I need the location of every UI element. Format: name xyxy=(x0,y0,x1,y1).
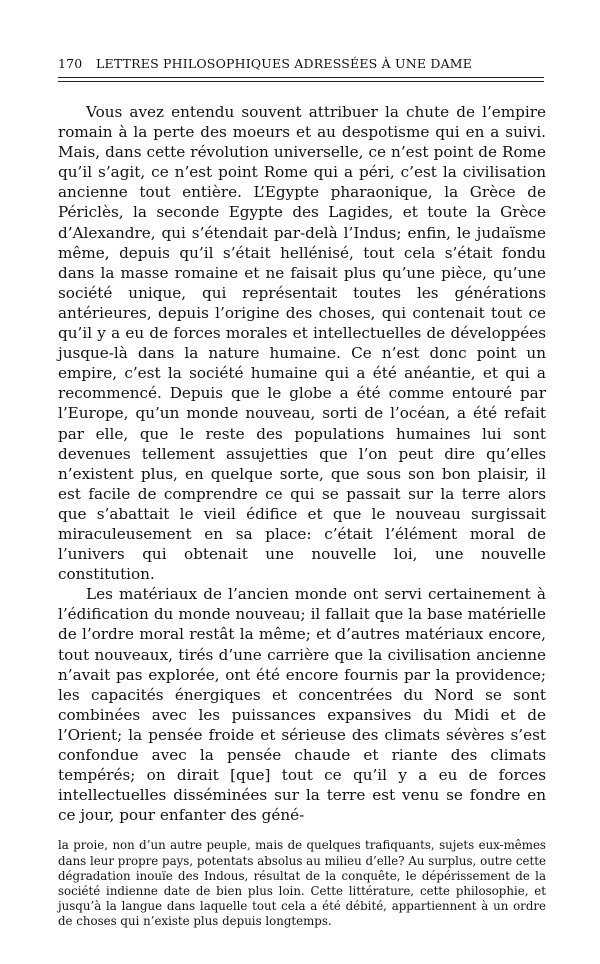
footnote: la proie, non d’un autre peuple, mais de quelques trafiquants, sujets eux-mêmes dans leur propre pays, potentats absolus au milieu d’elle? Au surplus, outre cette dégradation inouïe des Indous, résultat de la conquête, le dépérissement de la société indienne date de bien plus loin. Cette littérature, cette philosophie, et jusqu’à la langue dans laquelle tout cela a été débité, appartiennent à un ordre de choses qui n’existe plus depuis longtemps. xyxy=(58,838,546,929)
header-rule xyxy=(58,77,544,82)
running-header xyxy=(58,56,546,72)
running-title: LETTRES PHILOSOPHIQUES ADRESSÉES À UNE DAME xyxy=(96,56,473,71)
paragraph: Les matériaux de l’ancien monde ont servi certainement à l’édification du monde nouveau; il fallait que la base matérielle de l’ordre moral restât la même; et d’autres matériaux encore, tout nouveaux, tirés d’une carrière que la civilisation ancienne n’avait pas explorée, ont été encore fournis par la providence; les capacités énergiques et concentrées du Nord se sont combinées avec les puissances expansives du Midi et de l’Orient; la pensée froide et sérieuse des climats sévères s’est confondue avec la pensée chaude et riante des climats tempérés; on dirait [que] tout ce qu’il y a eu de forces intellectuelles disséminées sur la terre est venu se fondre en ce jour, pour enfanter des géné- xyxy=(58,585,546,825)
main-text xyxy=(58,102,546,825)
paragraph: Vous avez entendu souvent attribuer la chute de l’empire romain à la perte des moeurs et au despotisme qui en a suivi. Mais, dans cette révolution universelle, ce n’est point de Rome qu’il s’agit, ce n’est point Rome qui a péri, c’est la civilisation ancienne tout entière. L’Egypte pharaonique, la Grèce de Périclès, la seconde Egypte des Lagides, et toute la Grèce d’Alexandre, qui s’étendait par-delà l’Indus; enfin, le judaïsme même, depuis qu’il s’était hellénisé, tout cela s’était fondu dans la masse romaine et ne faisait plus qu’une pièce, qu’une société unique, qui représentait toutes les générations antérieures, depuis l’origine des choses, qui contenait tout ce qu’il y a eu de forces morales et intellectuelles de développées jusque-là dans la nature humaine. Ce n’est donc point un empire, c’est la société humaine qui a été anéantie, et qui a recommencé. Depuis que le globe a été comme entouré par l’Europe, qu’un monde nouveau, sorti de l’océan, a été refait par elle, que le reste des populations humaines lui sont devenues tellement assujetties que l’on peut dire qu’elles n’existent plus, en quelque sorte, que sous son bon plaisir, il est facile de comprendre ce qui se passait sur la terre alors que s’abattait le vieil édifice et que le nouveau surgissait miraculeusement en sa place: c’était l’élément moral de l’univers qui obtenait une nouvelle loi, une nouvelle constitution. xyxy=(58,103,546,584)
book-page xyxy=(58,56,546,930)
page-number: 170 xyxy=(58,56,83,71)
